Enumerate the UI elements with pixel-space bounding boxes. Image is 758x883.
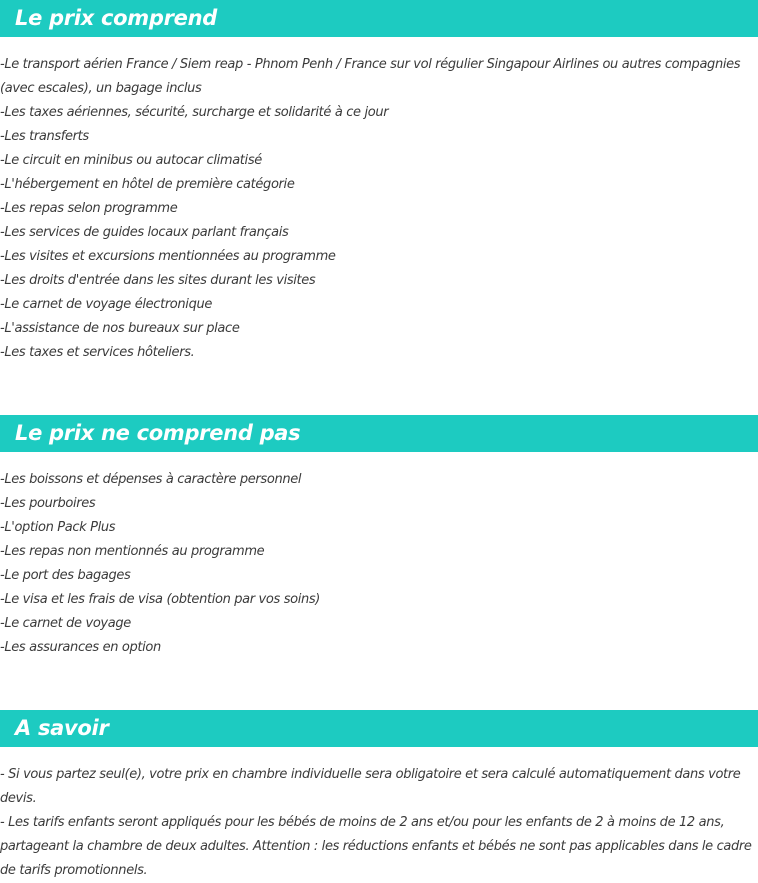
section-title: A savoir xyxy=(15,716,109,740)
list-item: - Les tarifs enfants seront appliqués pour les bébés de moins de 2 ans et/ou pour les enfants de 2 à moins de 12 ans, partageant la chambre de deux adultes. Attention : les réductions enfants et bébés ne sont pas applicables dans le cadre de tarifs promotionnels. xyxy=(0,815,752,878)
list-item: -Les boissons et dépenses à caractère personnel xyxy=(0,472,302,487)
excluded-items-list xyxy=(0,468,757,660)
list-item: -Les droits d'entrée dans les sites durant les visites xyxy=(0,273,316,288)
section-title: Le prix ne comprend pas xyxy=(15,421,301,445)
list-item: -Les taxes aériennes, sécurité, surcharge et solidarité à ce jour xyxy=(0,105,389,120)
list-item: -Le carnet de voyage électronique xyxy=(0,297,213,312)
section-title: Le prix comprend xyxy=(15,6,217,30)
list-item: -Les repas non mentionnés au programme xyxy=(0,544,265,559)
list-item: - Si vous partez seul(e), votre prix en chambre individuelle sera obligatoire et sera calculé automatiquement dans votre devis. xyxy=(0,767,741,806)
list-item: -L'hébergement en hôtel de première catégorie xyxy=(0,177,295,192)
list-item: -Le circuit en minibus ou autocar climatisé xyxy=(0,153,262,168)
section-header-price-excludes xyxy=(0,415,758,452)
list-item: -Le transport aérien France / Siem reap - Phnom Penh / France sur vol régulier Singapour Airlines ou autres compagnies (avec escales), un bagage inclus xyxy=(0,57,741,96)
list-item: -Les repas selon programme xyxy=(0,201,178,216)
list-item: -Les services de guides locaux parlant français xyxy=(0,225,289,240)
list-item: -L'assistance de nos bureaux sur place xyxy=(0,321,240,336)
list-item: -Le port des bagages xyxy=(0,568,131,583)
list-item: -Les assurances en option xyxy=(0,640,161,655)
list-item: -Le carnet de voyage xyxy=(0,616,131,631)
list-item: -Les visites et excursions mentionnées au programme xyxy=(0,249,336,264)
list-item: -Les taxes et services hôteliers. xyxy=(0,345,195,360)
section-header-good-to-know xyxy=(0,710,758,747)
section-header-price-includes xyxy=(0,0,758,37)
good-to-know-list xyxy=(0,763,757,883)
list-item: -Les pourboires xyxy=(0,496,96,511)
included-items-list xyxy=(0,53,757,365)
list-item: -L'option Pack Plus xyxy=(0,520,116,535)
list-item: -Les transferts xyxy=(0,129,89,144)
list-item: -Le visa et les frais de visa (obtention par vos soins) xyxy=(0,592,321,607)
